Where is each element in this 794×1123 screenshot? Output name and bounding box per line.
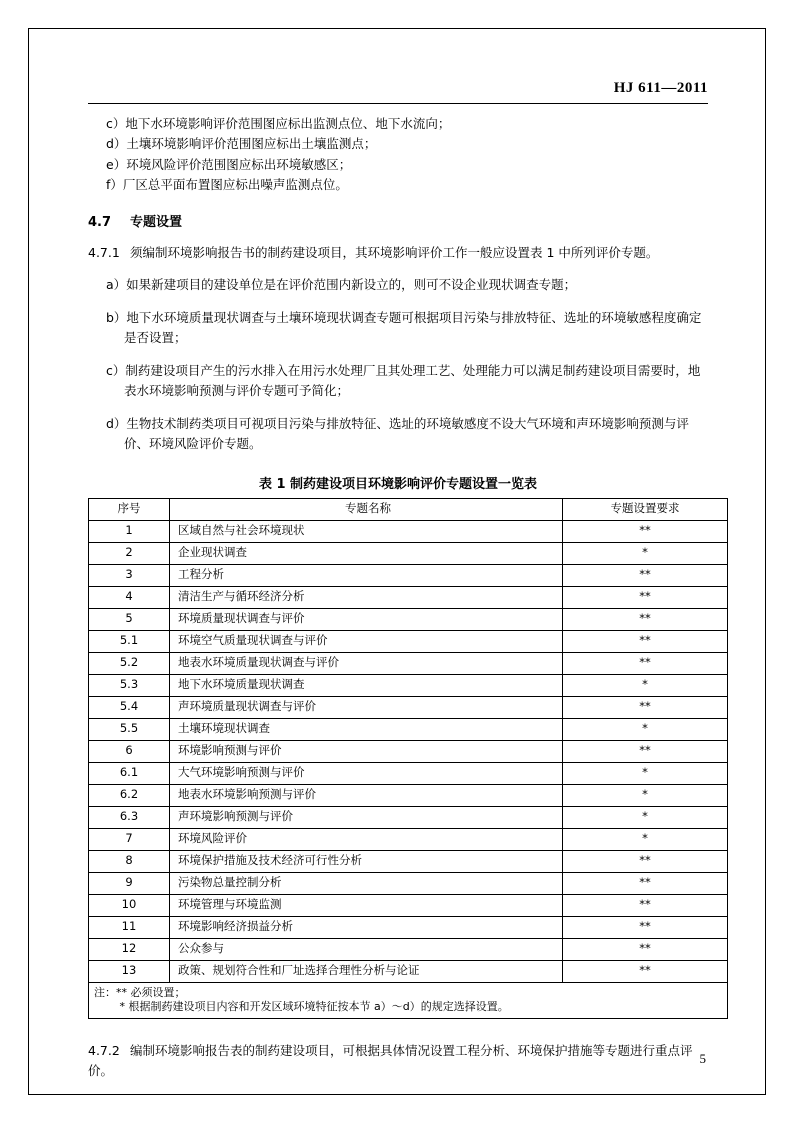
cell-no: 5.1 bbox=[89, 630, 170, 652]
cell-req: ** bbox=[563, 740, 728, 762]
list-item: f）厂区总平面布置图应标出噪声监测点位。 bbox=[106, 176, 348, 192]
cell-name: 污染物总量控制分析 bbox=[170, 872, 563, 894]
table-row bbox=[89, 740, 728, 762]
table-caption: 表 1 制药建设项目环境影响评价专题设置一览表 bbox=[258, 476, 538, 492]
cell-name: 大气环境影响预测与评价 bbox=[170, 762, 563, 784]
cell-req: * bbox=[563, 762, 728, 784]
cell-name: 区域自然与社会环境现状 bbox=[170, 520, 563, 542]
clause-4-7-1 bbox=[88, 243, 708, 455]
cell-no: 3 bbox=[89, 564, 170, 586]
cell-req: ** bbox=[563, 630, 728, 652]
table-row bbox=[89, 564, 728, 586]
table-row bbox=[89, 960, 728, 982]
cell-no: 6.1 bbox=[89, 762, 170, 784]
cell-name: 清洁生产与循环经济分析 bbox=[170, 586, 563, 608]
list-item: e）环境风险评价范围图应标出环境敏感区； bbox=[106, 156, 352, 172]
cell-req: ** bbox=[563, 652, 728, 674]
table-note-row bbox=[89, 982, 728, 1019]
cell-name: 企业现状调查 bbox=[170, 542, 563, 564]
table-row bbox=[89, 894, 728, 916]
cell-no: 7 bbox=[89, 828, 170, 850]
list-item: d）生物技术制药类项目可视项目污染与排放特征、选址的环境敏感度不设大气环境和声环境影响预测与评价、环境风险评价专题。 bbox=[106, 416, 689, 452]
cell-req: ** bbox=[563, 608, 728, 630]
cell-req: * bbox=[563, 784, 728, 806]
section-heading bbox=[88, 211, 708, 230]
table-row bbox=[89, 608, 728, 630]
top-list bbox=[88, 114, 708, 195]
cell-no: 5.5 bbox=[89, 718, 170, 740]
table-row bbox=[89, 938, 728, 960]
cell-no: 6.2 bbox=[89, 784, 170, 806]
cell-no: 11 bbox=[89, 916, 170, 938]
table-row bbox=[89, 828, 728, 850]
section-number: 4.7 bbox=[88, 215, 112, 230]
cell-name: 声环境影响预测与评价 bbox=[170, 806, 563, 828]
cell-req: * bbox=[563, 718, 728, 740]
list-item: b）地下水环境质量现状调查与土壤环境现状调查专题可根据项目污染与排放特征、选址的环境敏感程度确定是否设置； bbox=[106, 310, 702, 346]
list-item: c）地下水环境影响评价范围图应标出监测点位、地下水流向； bbox=[106, 116, 451, 131]
page-header bbox=[88, 80, 708, 104]
cell-no: 5.2 bbox=[89, 652, 170, 674]
cell-req: ** bbox=[563, 894, 728, 916]
cell-req: ** bbox=[563, 960, 728, 982]
cell-name: 环境空气质量现状调查与评价 bbox=[170, 630, 563, 652]
cell-name: 环境风险评价 bbox=[170, 828, 563, 850]
clause-paragraph bbox=[88, 243, 708, 263]
note-line-2: * 根据制药建设项目内容和开发区域环境特征按本节 a）～d）的规定选择设置。 bbox=[94, 1000, 509, 1014]
cell-req: ** bbox=[563, 916, 728, 938]
table-row bbox=[89, 652, 728, 674]
table-row bbox=[89, 520, 728, 542]
cell-no: 8 bbox=[89, 850, 170, 872]
cell-name: 工程分析 bbox=[170, 564, 563, 586]
table-row bbox=[89, 586, 728, 608]
cell-req: ** bbox=[563, 850, 728, 872]
cell-req: ** bbox=[563, 564, 728, 586]
note-line-1: 注：** 必须设置； bbox=[94, 985, 186, 999]
cell-name: 地下水环境质量现状调查 bbox=[170, 674, 563, 696]
cell-no: 4 bbox=[89, 586, 170, 608]
cell-req: * bbox=[563, 828, 728, 850]
cell-name: 环境保护措施及技术经济可行性分析 bbox=[170, 850, 563, 872]
table-row bbox=[89, 916, 728, 938]
clause-number: 4.7.1 bbox=[88, 244, 120, 260]
cell-req: ** bbox=[563, 872, 728, 894]
section-title: 专题设置 bbox=[130, 215, 183, 230]
list-item: d）土壤环境影响评价范围图应标出土壤监测点； bbox=[106, 136, 377, 152]
table-row bbox=[89, 542, 728, 564]
cell-name: 土壤环境现状调查 bbox=[170, 718, 563, 740]
cell-name: 地表水环境质量现状调查与评价 bbox=[170, 652, 563, 674]
clause-paragraph bbox=[88, 1041, 708, 1082]
cell-req: * bbox=[563, 674, 728, 696]
cell-req: ** bbox=[563, 520, 728, 542]
table-note bbox=[89, 982, 728, 1019]
clause-text: 编制环境影响报告表的制药建设项目，可根据具体情况设置工程分析、环境保护措施等专题进行重点评价。 bbox=[88, 1043, 693, 1079]
cell-no: 1 bbox=[89, 520, 170, 542]
cell-no: 10 bbox=[89, 894, 170, 916]
cell-name: 环境影响经济损益分析 bbox=[170, 916, 563, 938]
cell-req: ** bbox=[563, 938, 728, 960]
table-row bbox=[89, 718, 728, 740]
cell-no: 6 bbox=[89, 740, 170, 762]
cell-no: 6.3 bbox=[89, 806, 170, 828]
table-row bbox=[89, 674, 728, 696]
cell-no: 5.4 bbox=[89, 696, 170, 718]
page-number: 5 bbox=[699, 1051, 706, 1066]
cell-no: 5 bbox=[89, 608, 170, 630]
cell-req: ** bbox=[563, 586, 728, 608]
table-row bbox=[89, 872, 728, 894]
cell-no: 2 bbox=[89, 542, 170, 564]
cell-req: * bbox=[563, 806, 728, 828]
cell-name: 声环境质量现状调查与评价 bbox=[170, 696, 563, 718]
cell-name: 环境质量现状调查与评价 bbox=[170, 608, 563, 630]
table-row bbox=[89, 630, 728, 652]
clause-4-7-2 bbox=[88, 1041, 708, 1082]
topic-settings-table bbox=[88, 498, 728, 1020]
table-header-row bbox=[89, 498, 728, 520]
cell-no: 5.3 bbox=[89, 674, 170, 696]
table-row bbox=[89, 784, 728, 806]
clause-number: 4.7.2 bbox=[88, 1043, 120, 1059]
table-row bbox=[89, 762, 728, 784]
cell-req: * bbox=[563, 542, 728, 564]
standard-id: HJ 611—2011 bbox=[613, 80, 708, 96]
list-item: a）如果新建项目的建设单位是在评价范围内新设立的，则可不设企业现状调查专题； bbox=[106, 277, 577, 293]
cell-no: 9 bbox=[89, 872, 170, 894]
cell-no: 13 bbox=[89, 960, 170, 982]
cell-no: 12 bbox=[89, 938, 170, 960]
cell-name: 环境管理与环境监测 bbox=[170, 894, 563, 916]
list-item: c）制药建设项目产生的污水排入在用污水处理厂且其处理工艺、处理能力可以满足制药建设项目需要时，地表水环境影响预测与评价专题可予简化； bbox=[106, 363, 701, 399]
column-header-name: 专题名称 bbox=[170, 498, 563, 520]
clause-text: 须编制环境影响报告书的制药建设项目，其环境影响评价工作一般应设置表 1 中所列评价专题。 bbox=[130, 244, 659, 260]
cell-name: 公众参与 bbox=[170, 938, 563, 960]
table-row bbox=[89, 806, 728, 828]
column-header-no: 序号 bbox=[89, 498, 170, 520]
cell-name: 地表水环境影响预测与评价 bbox=[170, 784, 563, 806]
cell-name: 环境影响预测与评价 bbox=[170, 740, 563, 762]
cell-name: 政策、规划符合性和厂址选择合理性分析与论证 bbox=[170, 960, 563, 982]
cell-req: ** bbox=[563, 696, 728, 718]
page-content bbox=[88, 80, 708, 1082]
table-row bbox=[89, 850, 728, 872]
table-row bbox=[89, 696, 728, 718]
column-header-req: 专题设置要求 bbox=[563, 498, 728, 520]
